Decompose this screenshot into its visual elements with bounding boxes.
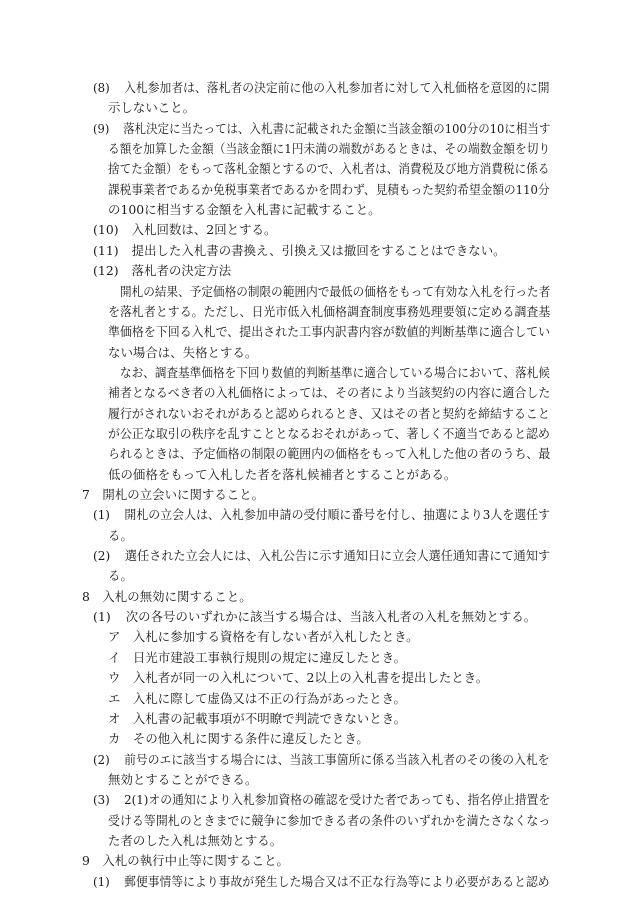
section-7-item-2-line-1 (93, 548, 550, 564)
item-12-title: 落札者の決定方法 (131, 263, 232, 279)
item-10-text: 入札回数は、2回とする。 (131, 222, 277, 238)
section-9-item-1-text-1: 郵便事情等により事故が発生した場合又は不正な行為等により必要があると認め (124, 873, 550, 889)
section-8-item-3-line-1 (93, 792, 550, 808)
item-11-line (93, 243, 506, 259)
section-7-item-1-number: (1) (93, 507, 110, 523)
section-8-item-2-text-1: 前号のエに該当する場合には、当該工事箇所に係る当該入札者のその後の入札を (124, 751, 550, 767)
section-8-item-1-number: (1) (93, 609, 111, 625)
section-8-item-3-line-3: た者のした入札は無効とする。 (108, 832, 283, 848)
section-8-item-2-number: (2) (93, 751, 110, 767)
item-8-number: (8) (93, 80, 110, 95)
section-7-item-2-text-1: 選任された立会人には、入札公告に示す通知日に立会人選任通知書にて通知す (124, 548, 551, 564)
section-7-item-1-line-2: る。 (108, 527, 133, 543)
section-8-sub-i: イ 日光市建設工事執行規則の規定に違反したとき。 (108, 649, 407, 665)
section-8-item-3-text-1: 2(1)オの通知により入札参加資格の確認を受けた者であっても、指名停止措置を (124, 792, 551, 808)
item-8-line-2: 示しないこと。 (108, 100, 196, 116)
item-10-line (93, 222, 276, 238)
section-8-item-2-line-2: 無効とすることができる。 (108, 771, 258, 787)
item-8-line-1 (93, 80, 550, 96)
section-8-sub-u: ウ 入札者が同一の入札について、2以上の入札書を提出したとき。 (108, 670, 489, 686)
item-12-p2-line-1: なお、調査基準価格を下回り数値的判断基準に適合している場合において、落札候 (120, 364, 551, 380)
section-8-item-2-line-1 (93, 752, 550, 768)
section-8-sub-a: ア 入札に参加する資格を有しない者が入札したとき。 (108, 629, 419, 645)
item-12-p1-line-4: ない場合は、失格とする。 (108, 344, 258, 360)
item-12-p1-line-1: 開札の結果、予定価格の制限の範囲内で最低の価格をもって有効な入札を行った者 (120, 283, 551, 299)
item-12-p2-line-5: られるときは、予定価格の制限の範囲内の価格をもって入札した他の者のうち、最 (108, 446, 551, 462)
section-8-item-3-line-2: 受ける等開札のときまでに競争に参加できる者の条件のいずれかを満たさなくなっ (108, 812, 551, 828)
item-9-line-3: 捨てた金額）をもって落札金額とするので、入札者は、消費税及び地方消費税に係る (108, 161, 550, 177)
item-12-number: (12) (93, 263, 119, 279)
section-7-heading: 7 開札の立会いに関すること。 (82, 487, 265, 502)
item-10-number: (10) (93, 222, 119, 238)
item-9-line-1 (93, 121, 550, 137)
item-11-text: 提出した入札書の書換え、引換え又は撤回をすることはできない。 (131, 242, 506, 258)
item-12-p2-line-6: 低の価格をもって入札した者を落札候補者とすることがある。 (108, 466, 457, 482)
section-8-item-3-number: (3) (93, 792, 110, 808)
section-7-item-1-line-1 (93, 507, 550, 523)
item-9-number: (9) (93, 120, 110, 136)
item-9-text-1: 落札決定に当たっては、入札書に記載された金額に当該金額の100分の10に相当す (123, 120, 551, 136)
section-7-item-2-number: (2) (93, 548, 111, 564)
item-12-p2-line-3: 履行がされないおそれがあると認められるとき、又はその者と契約を締結すること (108, 405, 550, 421)
item-12-p1-line-3: 準価格を下回る入札で、提出された工事内訳書内容が数値的判断基準に適合してい (108, 324, 551, 340)
item-9-line-4: 課税事業者であるか免税事業者であるかを問わず、見積もった契約希望金額の110分 (108, 181, 550, 197)
section-9-heading: 9 入札の執行中止等に関すること。 (82, 853, 289, 869)
item-8-text-1: 入札参加者は、落札者の決定前に他の入札参加者に対して入札価格を意図的に開 (124, 80, 550, 95)
item-12-line (93, 263, 231, 279)
item-11-number: (11) (93, 242, 119, 258)
item-12-p2-line-4: が公正な取引の秩序を乱すこととなるおそれがあって、著しく不適当であると認め (108, 425, 550, 441)
item-9-line-5: の100に相当する金額を入札書に記載すること。 (108, 202, 381, 218)
section-8-sub-ka: カ その他入札に関する条件に違反したとき。 (108, 731, 369, 747)
item-9-line-2: る額を加算した金額（当該金額に1円未満の端数があるときは、その端数金額を切り (108, 141, 551, 157)
section-8-item-1-text: 次の各号のいずれかに該当する場合は、当該入札者の入札を無効とする。 (125, 609, 537, 625)
section-8-sub-e: エ 入札に際して虚偽又は不正の行為があったとき。 (108, 690, 406, 706)
item-12-p2-line-2: 補者となるべき者の入札価格によっては、その者により当該契約の内容に適合した (108, 385, 551, 401)
section-9-item-1-line-1 (93, 874, 550, 890)
section-8-item-1-line (93, 609, 536, 625)
section-8-heading: 8 入札の無効に関すること。 (82, 588, 252, 604)
section-9-item-1-number: (1) (93, 873, 110, 889)
item-12-p1-line-2: を落札者とする。ただし、日光市低入札価格調査制度事務処理要領に定める調査基 (108, 303, 551, 319)
section-7-item-2-line-2: る。 (108, 568, 133, 584)
section-7-item-1-text-1: 開札の立会人は、入札参加申請の受付順に番号を付し、抽選により3人を選任す (124, 507, 551, 523)
section-8-sub-o: オ 入札書の記載事項が不明瞭で判読できないとき。 (108, 710, 407, 726)
